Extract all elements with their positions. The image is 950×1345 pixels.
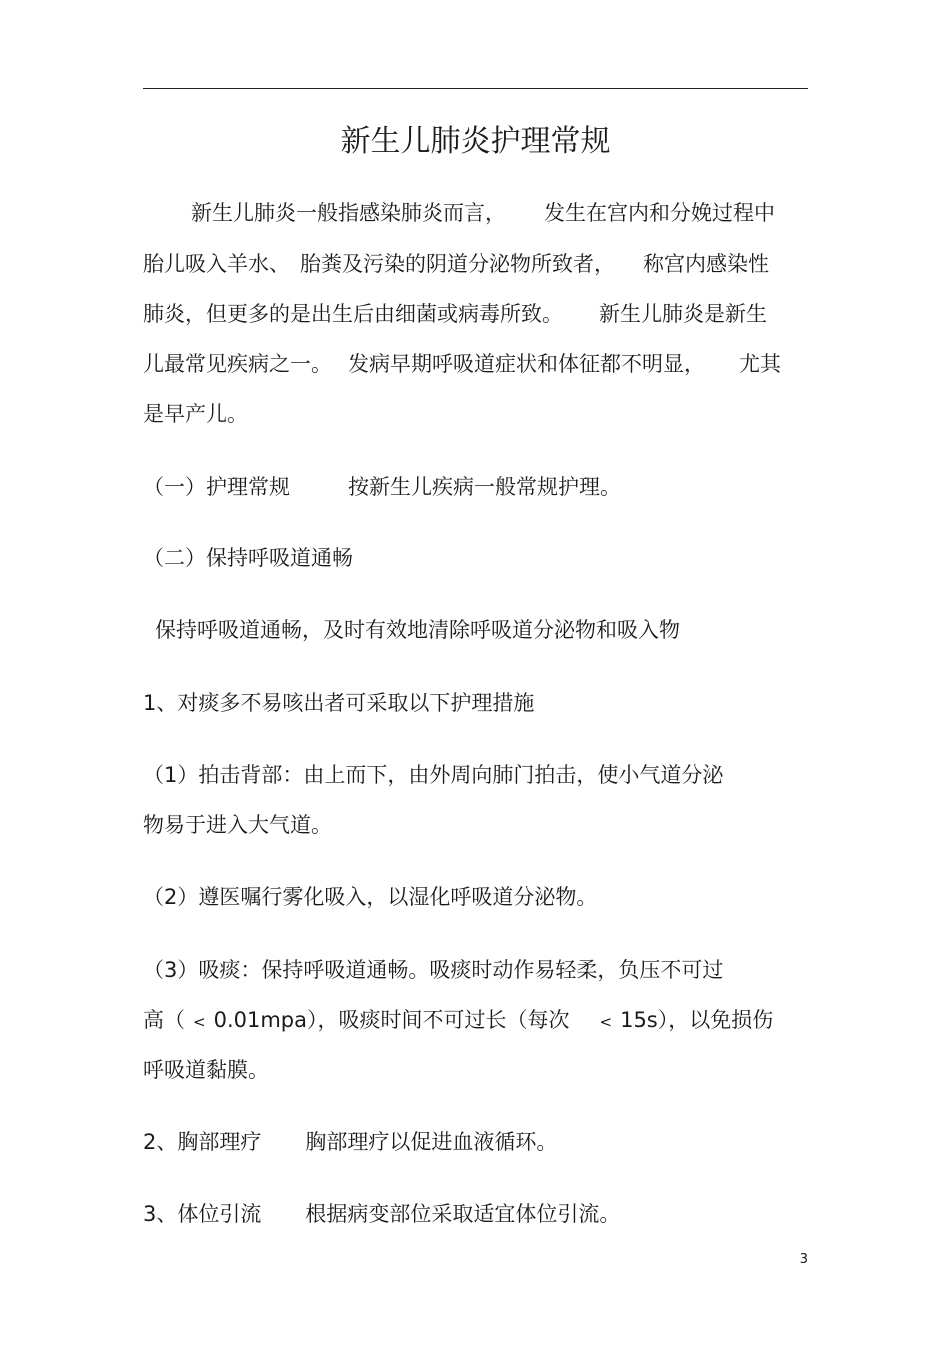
intro-line-2: [143, 247, 808, 281]
section-heading: （一）护理常规: [143, 475, 290, 499]
text-segment: 儿最常见疾病之一。: [143, 352, 332, 376]
item-1-heading: [143, 686, 808, 720]
text-segment: 尤其: [739, 352, 781, 376]
item-1-point-1-line-1: [143, 758, 808, 792]
point-text: （2）遵医嘱行雾化吸入，以湿化呼吸道分泌物。: [143, 885, 598, 909]
item-1-point-2: [143, 880, 808, 914]
item-1-point-1-line-2: [143, 808, 808, 842]
section-1: [143, 470, 808, 504]
text-segment: 是早产儿。: [143, 402, 248, 426]
item-heading: 1、对痰多不易咳出者可采取以下护理措施: [143, 691, 535, 715]
point-text: 0.01mpa），吸痰时间不可过长（每次: [213, 1008, 570, 1032]
item-1-point-3-line-3: [143, 1053, 808, 1087]
point-text: 高（: [143, 1008, 185, 1032]
less-than-sign: <: [193, 1013, 206, 1031]
item-2: [143, 1125, 808, 1159]
intro-line-3: [143, 297, 808, 331]
text-segment: 肺炎，但更多的是出生后由细菌或病毒所致。: [143, 302, 563, 326]
point-text: 15s），以免损伤: [620, 1008, 774, 1032]
text-segment: 胎粪及污染的阴道分泌物所致者，: [300, 252, 615, 276]
less-than-sign: <: [599, 1013, 613, 1031]
document-title: 新生儿肺炎护理常规: [340, 124, 611, 159]
page-number: 3: [799, 1252, 808, 1267]
intro-line-1: [143, 196, 808, 230]
point-text: 物易于进入大气道。: [143, 813, 332, 837]
text-segment: 新生儿肺炎一般指感染肺炎而言，: [191, 201, 506, 225]
item-1-point-3-line-1: [143, 953, 808, 987]
intro-line-5: [143, 397, 808, 431]
section-2-heading: [143, 541, 808, 575]
intro-line-4: [143, 347, 808, 381]
section-heading: （二）保持呼吸道通畅: [143, 546, 353, 570]
item-1-point-3-line-2: [143, 1003, 808, 1037]
item-text: 胸部理疗以促进血液循环。: [305, 1130, 558, 1154]
point-text: 呼吸道黏膜。: [143, 1058, 269, 1082]
point-text: （3）吸痰：保持呼吸道通畅。吸痰时动作易轻柔，负压不可过: [143, 958, 724, 982]
item-3: [143, 1197, 808, 1231]
item-heading: 2、胸部理疗: [143, 1130, 262, 1154]
text-segment: 称宫内感染性: [643, 252, 769, 276]
text-segment: 新生儿肺炎是新生: [599, 302, 767, 326]
header-rule: [143, 88, 808, 89]
text-segment: 发生在宫内和分娩过程中: [544, 201, 775, 225]
section-2-text: [143, 613, 808, 647]
text-segment: 胎儿吸入羊水、: [143, 252, 290, 276]
item-text: 根据病变部位采取适宜体位引流。: [305, 1202, 621, 1226]
item-heading: 3、体位引流: [143, 1202, 262, 1226]
section-text: 按新生儿疾病一般常规护理。: [348, 475, 621, 499]
section-text: 保持呼吸道通畅，及时有效地清除呼吸道分泌物和吸入物: [155, 618, 680, 642]
point-text: （1）拍击背部：由上而下，由外周向肺门拍击，使小气道分泌: [143, 763, 724, 787]
text-segment: 发病早期呼吸道症状和体征都不明显，: [348, 352, 705, 376]
